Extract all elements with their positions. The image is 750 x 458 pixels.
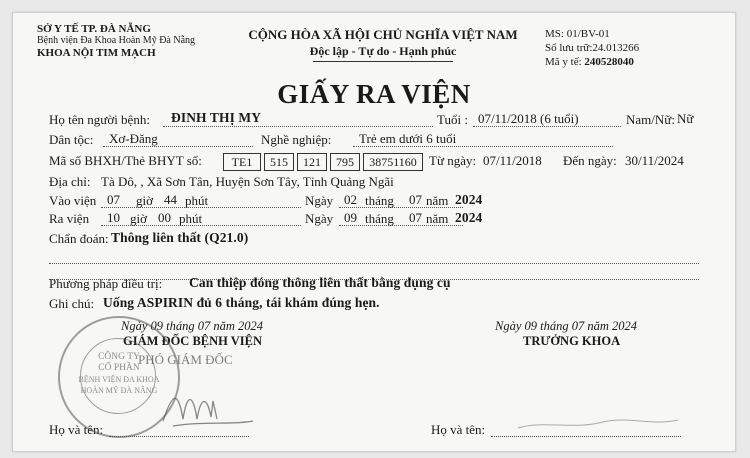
hour-unit: giờ	[130, 211, 147, 226]
minute-unit: phút	[185, 193, 209, 208]
admission-hour: 07	[107, 192, 120, 207]
discharge-paper	[12, 12, 736, 452]
bhyt-box: 515	[264, 153, 294, 171]
patient-sex: Nữ	[677, 111, 694, 126]
patient-address: Tà Dô, , Xã Sơn Tân, Huyện Sơn Tây, Tỉnh Quảng Ngãi	[101, 174, 394, 189]
patient-ethnic: Xơ-Đăng	[109, 131, 158, 146]
stamp-line1: CÔNG TY	[98, 352, 140, 362]
treatment-value: Can thiệp đóng thông liên thất bằng dụng cụ	[189, 275, 451, 290]
stamp-line4: HOÀN MỸ ĐÀ NẴNG	[80, 386, 158, 395]
sex-label: Nam/Nữ:	[626, 112, 675, 127]
patient-name-label: Họ tên người bệnh:	[49, 112, 150, 127]
hour-unit: giờ	[136, 193, 153, 208]
discharge-minute: 00	[158, 210, 171, 225]
patient-age: 07/11/2018 (6 tuổi)	[478, 111, 579, 126]
bhyt-box: 38751160	[363, 153, 423, 171]
right-sign-date: Ngày 09 tháng 07 năm 2024	[495, 319, 638, 333]
header-right	[545, 27, 639, 69]
note-label: Ghi chú:	[49, 296, 95, 311]
medical-code-label: Mã y tế:	[545, 56, 582, 68]
age-label: Tuổi :	[437, 112, 468, 127]
patient-name: ĐINH THỊ MY	[171, 110, 262, 125]
discharge-year: 2024	[455, 210, 483, 225]
to-date: 30/11/2024	[625, 153, 684, 168]
form-code: MS: 01/BV-01	[545, 28, 610, 40]
minute-unit: phút	[179, 211, 203, 226]
left-sign-name-label: Họ và tên:	[49, 422, 104, 437]
month-label: tháng	[365, 211, 394, 226]
signature-left	[153, 381, 263, 433]
discharge-month: 07	[409, 210, 422, 225]
national-motto: Độc lập - Tự do - Hạnh phúc	[309, 44, 457, 58]
treatment-label: Phương pháp điều trị:	[49, 276, 163, 291]
left-sign-date: Ngày 09 tháng 07 năm 2024	[121, 319, 264, 333]
medical-code: 240528040	[584, 56, 634, 68]
header-left	[37, 23, 195, 59]
from-date: 07/11/2018	[483, 153, 542, 168]
patient-job: Trẻ em dưới 6 tuổi	[359, 131, 457, 146]
right-sign-name-label: Họ và tên:	[431, 422, 486, 437]
job-label: Nghề nghiệp:	[261, 132, 332, 147]
discharge-day: 09	[344, 210, 357, 225]
bhyt-label: Mã số BHXH/Thẻ BHYT số:	[49, 153, 202, 168]
address-label: Địa chỉ:	[49, 174, 91, 189]
month-label: tháng	[365, 193, 394, 208]
day-label: Ngày	[305, 193, 334, 208]
stamp-line2: CỔ PHẦN	[98, 363, 140, 373]
document-title: GIẤY RA VIỆN	[277, 79, 471, 109]
department-of-health: SỞ Y TẾ TP. ĐÀ NẴNG	[37, 23, 151, 35]
signature-right	[513, 408, 683, 438]
admission-month: 07	[409, 192, 422, 207]
note-value: Uống ASPIRIN đủ 6 tháng, tái khám đúng hẹn.	[103, 295, 380, 310]
bhyt-number-boxes	[223, 153, 453, 171]
diagnosis-value: Thông liên thất (Q21.0)	[111, 230, 249, 245]
hospital-name: Bệnh viện Đa Khoa Hoàn Mỹ Đà Nẵng	[37, 35, 196, 46]
bhyt-box: TE1	[223, 153, 261, 171]
left-sign-title: GIÁM ĐỐC BỆNH VIỆN	[123, 334, 263, 348]
admission-label: Vào viện	[49, 193, 97, 208]
from-date-label: Từ ngày:	[429, 153, 477, 168]
year-label: năm	[426, 193, 449, 208]
discharge-label: Ra viện	[49, 211, 90, 226]
admission-year: 2024	[455, 192, 483, 207]
day-label: Ngày	[305, 211, 334, 226]
archive-number: Số lưu trữ:24.013266	[545, 42, 640, 54]
bhyt-box: 795	[330, 153, 360, 171]
header-center	[233, 27, 533, 62]
ethnic-label: Dân tộc:	[49, 132, 94, 147]
admission-day: 02	[344, 192, 357, 207]
stamp-line3: BỆNH VIỆN ĐA KHOA	[78, 375, 160, 384]
diagnosis-label: Chẩn đoán:	[49, 231, 109, 246]
stamp-overlay-title: PHÓ GIÁM ĐỐC	[138, 352, 233, 367]
admission-minute: 44	[164, 192, 177, 207]
national-title: CỘNG HÒA XÃ HỘI CHỦ NGHĨA VIỆT NAM	[248, 27, 518, 42]
discharge-hour: 10	[107, 210, 120, 225]
bhyt-box: 121	[297, 153, 327, 171]
department-name: KHOA NỘI TIM MẠCH	[37, 47, 156, 59]
right-sign-title: TRƯỞNG KHOA	[523, 334, 621, 348]
year-label: năm	[426, 211, 449, 226]
to-date-label: Đến ngày:	[563, 153, 617, 168]
